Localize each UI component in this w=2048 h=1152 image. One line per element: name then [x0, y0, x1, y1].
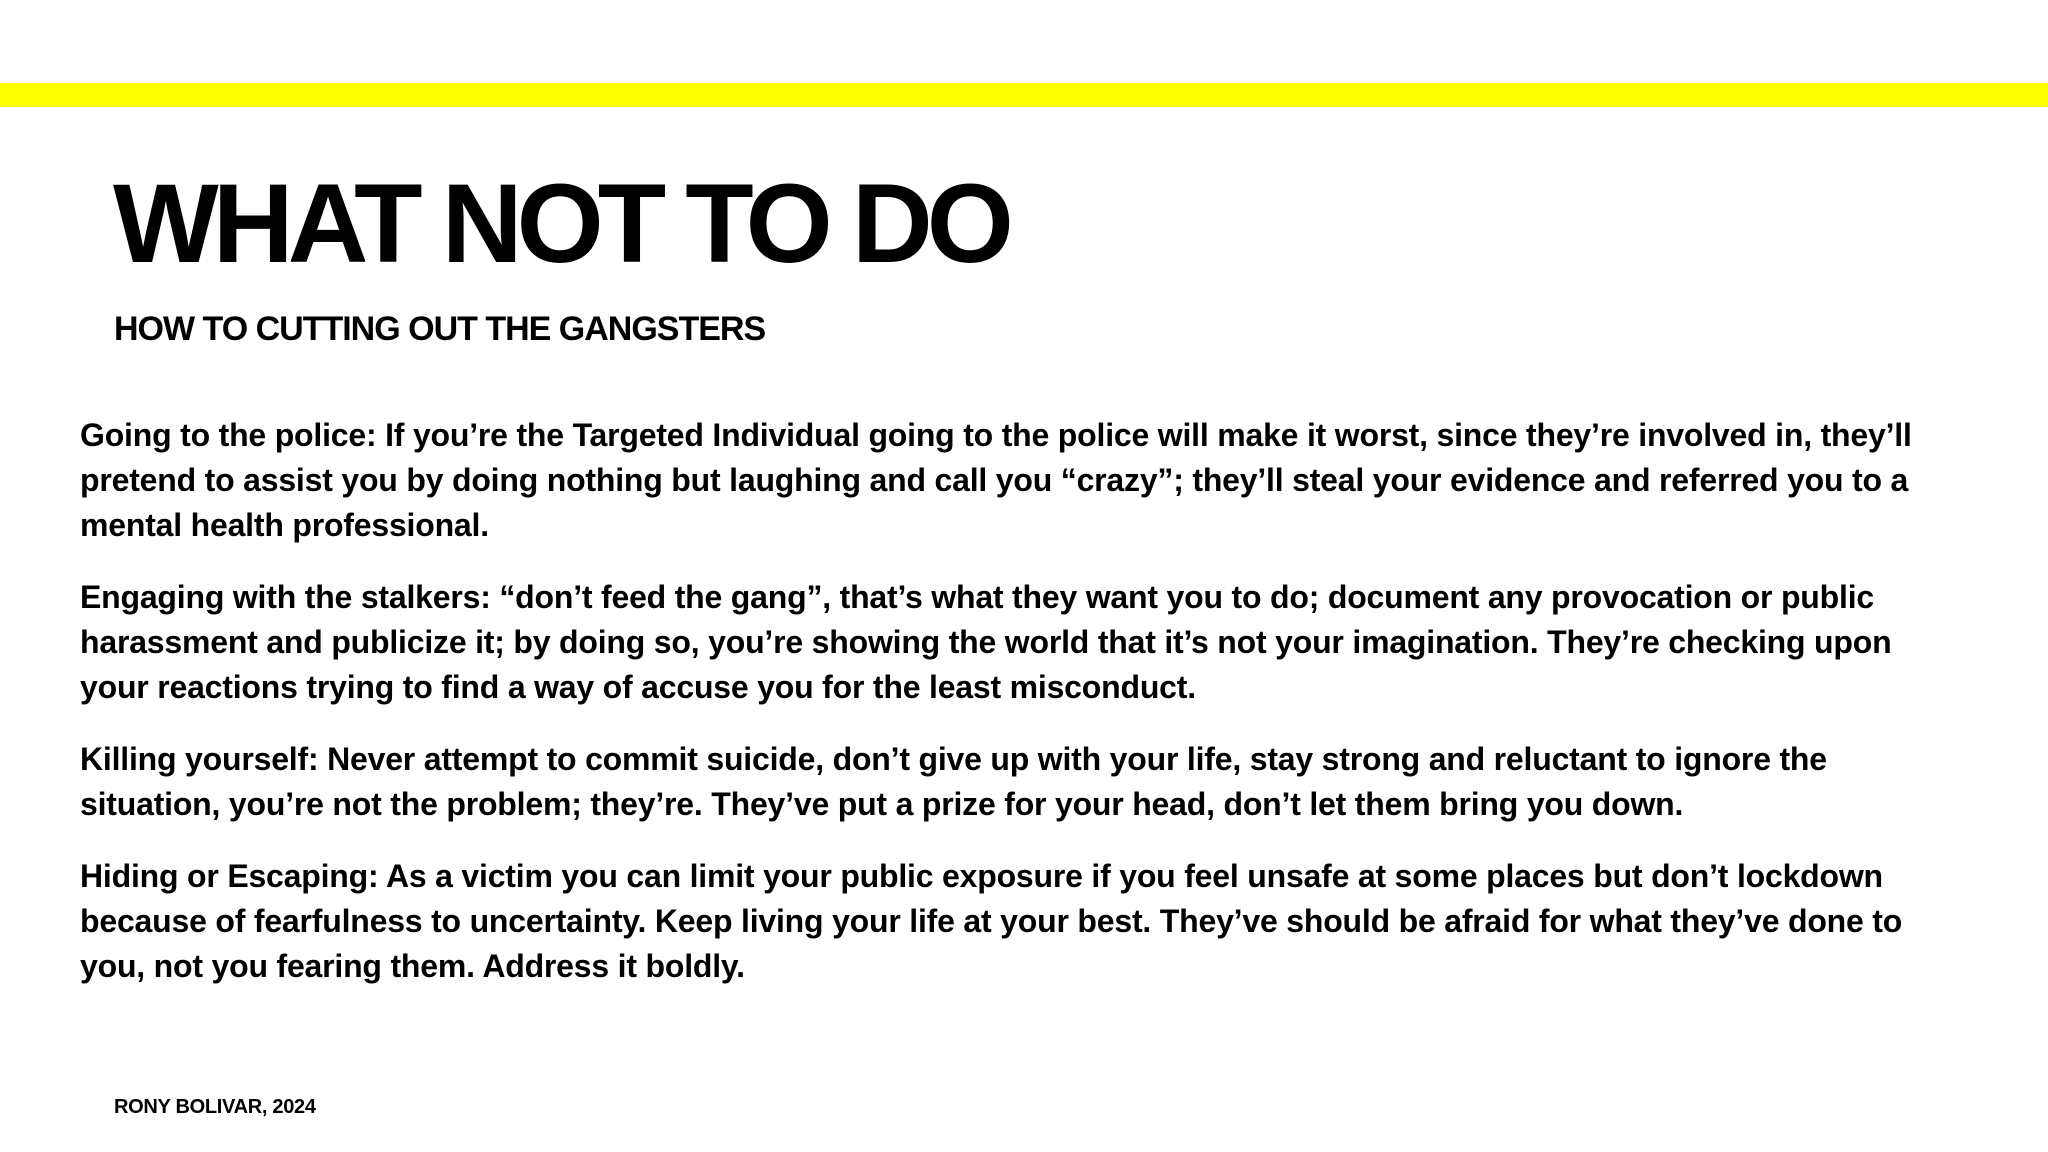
slide-body [80, 413, 1960, 1016]
slide-subtitle: HOW TO CUTTING OUT THE GANGSTERS [114, 310, 766, 348]
paragraph-engaging-with-stalkers: Engaging with the stalkers: “don’t feed the gang”, that’s what they want you to do; document any provocation or public harassment and publicize it; by doing so, you’re showing the world that it’s not your imagination. They’re checking upon your reactions trying to find a way of accuse you for the least misconduct. [80, 579, 1892, 705]
slide-footer: RONY BOLIVAR, 2024 [114, 1096, 316, 1118]
paragraph-hiding-or-escaping: Hiding or Escaping: As a victim you can limit your public exposure if you feel unsafe at some places but don’t lockdown because of fearfulness to uncertainty. Keep living your life at your best. They’ve should be afraid for what they’ve done to you, not you fearing them. Address it boldly. [80, 858, 1903, 984]
accent-bar [0, 83, 2048, 107]
slide-title: WHAT NOT TO DO [113, 161, 1008, 286]
paragraph-killing-yourself: Killing yourself: Never attempt to commit suicide, don’t give up with your life, stay strong and reluctant to ignore the situation, you’re not the problem; they’re. They’ve put a prize for your head, don’t let them bring you down. [80, 741, 1827, 822]
paragraph-going-to-police: Going to the police: If you’re the Targeted Individual going to the police will make it worst, since they’re involved in, they’ll pretend to assist you by doing nothing but laughing and call you “crazy”; they’ll steal your evidence and referred you to a mental health professional. [80, 417, 1912, 543]
